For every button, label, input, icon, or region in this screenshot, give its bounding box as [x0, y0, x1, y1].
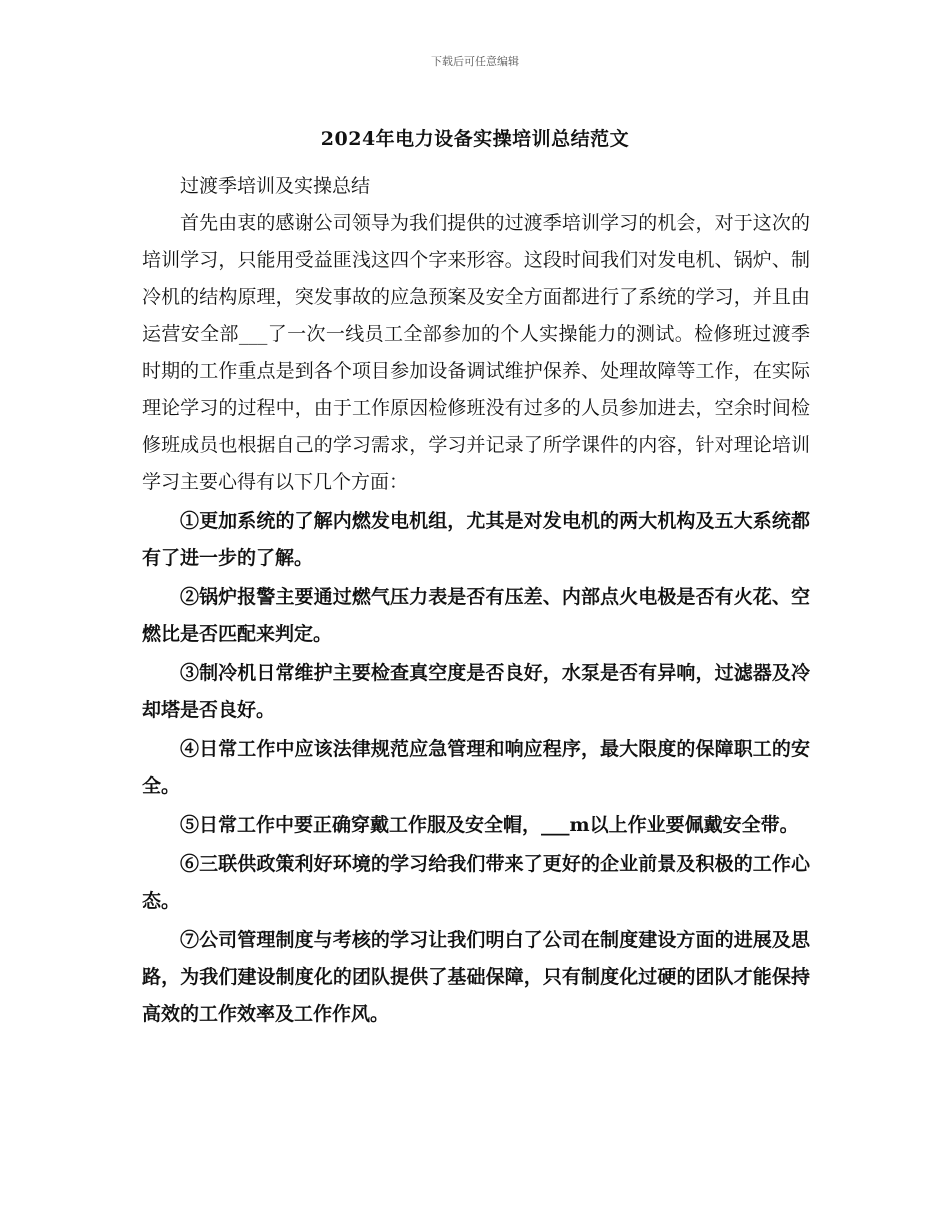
document-subtitle: 过渡季培训及实操总结 — [180, 175, 371, 197]
document-title: 2024年电力设备实操培训总结范文 — [320, 128, 630, 150]
key-points-list — [142, 503, 810, 1033]
key-point-7: ⑦公司管理制度与考核的学习让我们明白了公司在制度建设方面的进展及思路，为我们建设制度化的团队提供了基础保障，只有制度化过硬的团队才能保持高效的工作效率及工作作风。 — [142, 929, 810, 1025]
page-header-note: 下载后可任意编辑 — [431, 55, 519, 68]
intro-paragraph: 首先由衷的感谢公司领导为我们提供的过渡季培训学习的机会，对于这次的培训学习，只能用受益匪浅这四个字来形容。这段时间我们对发电机、锅炉、制冷机的结构原理，突发事故的应急预案及安全方面都进行了系统的学习，并且由运营安全部___了一次一线员工全部参加的个人实操能力的测试。检修班过渡季时期的工作重点是到各个项目参加设备调试维护保养、处理故障等工作，在实际理论学习的过程中，由于工作原因检修班没有过多的人员参加进去，空余时间检修班成员也根据自己的学习需求，学习并记录了所学课件的内容，针对理论培训学习主要心得有以下几个方面： — [142, 212, 810, 493]
key-point-2: ②锅炉报警主要通过燃气压力表是否有压差、内部点火电极是否有火花、空燃比是否匹配来判定。 — [142, 586, 810, 645]
document-body — [142, 168, 810, 1035]
key-point-6: ⑥三联供政策利好环境的学习给我们带来了更好的企业前景及积极的工作心态。 — [142, 853, 810, 912]
key-point-5: ⑤日常工作中要正确穿戴工作服及安全帽，___m以上作业要佩戴安全带。 — [180, 814, 799, 836]
key-point-1: ①更加系统的了解内燃发电机组，尤其是对发电机的两大机构及五大系统都有了进一步的了解。 — [142, 510, 810, 569]
key-point-4: ④日常工作中应该法律规范应急管理和响应程序，最大限度的保障职工的安全。 — [142, 738, 810, 797]
key-point-3: ③制冷机日常维护主要检查真空度是否良好，水泵是否有异响，过滤器及冷却塔是否良好。 — [142, 662, 810, 721]
